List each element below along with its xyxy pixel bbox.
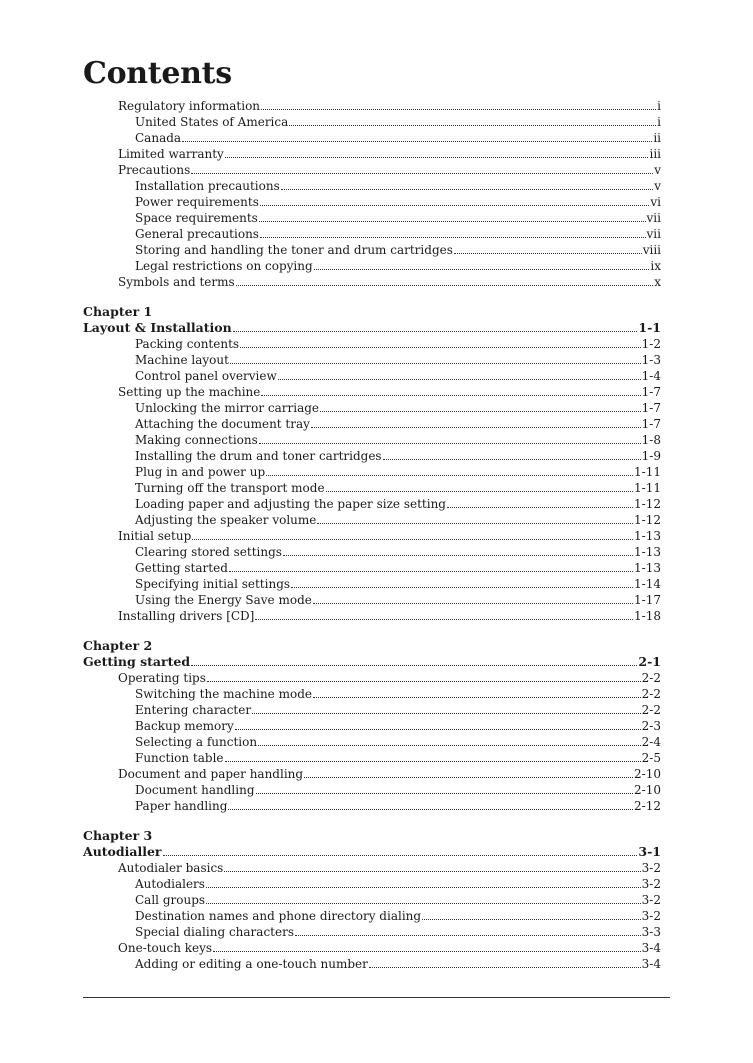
toc-entry-title: Paper handling [135, 799, 228, 813]
toc-entry-title: United States of America [135, 115, 289, 129]
dot-leader [206, 893, 641, 904]
toc-page-number: 3-2 [641, 909, 661, 923]
toc-entry-title: Operating tips [118, 671, 206, 685]
toc-entry-title: Machine layout [135, 353, 229, 367]
toc-entry-title: Attaching the document tray [135, 417, 310, 431]
dot-leader [229, 561, 633, 572]
toc-entry-title: Setting up the machine [118, 385, 261, 399]
toc-entry[interactable] [83, 146, 661, 162]
toc-entry[interactable] [83, 464, 661, 480]
chapters-list [83, 304, 661, 972]
toc-page-number: 1-7 [641, 417, 661, 431]
toc-entry[interactable] [83, 480, 661, 496]
toc-entry-title: Making connections [135, 433, 258, 447]
toc-page-number: 1-1 [638, 320, 661, 335]
dot-leader [235, 719, 641, 730]
dot-leader [261, 385, 640, 396]
toc-entry[interactable] [83, 368, 661, 384]
toc-page-number: 3-2 [641, 861, 661, 875]
toc-entry-title: Installing drivers [CD] [118, 609, 255, 623]
dot-leader [230, 353, 641, 364]
toc-page-number: 2-12 [634, 799, 661, 813]
toc-page-number: ix [650, 259, 661, 273]
chapter-section [83, 828, 661, 972]
footer-divider [83, 997, 670, 998]
toc-page-number: 2-2 [641, 671, 661, 685]
toc-entry-title: Installing the drum and toner cartridges [135, 449, 382, 463]
toc-page-number: 2-3 [641, 719, 661, 733]
contents-page [83, 56, 661, 972]
toc-entry[interactable] [83, 512, 661, 528]
dot-leader [304, 767, 633, 778]
dot-leader [260, 227, 646, 238]
toc-entry-title: Canada [135, 131, 182, 145]
toc-page-number: 1-2 [641, 337, 661, 351]
toc-entry-title: Regulatory information [118, 99, 261, 113]
toc-entry-title: Getting started [135, 561, 228, 575]
dot-leader [320, 401, 641, 412]
dot-leader [224, 861, 640, 872]
chapter-title-entry[interactable] [83, 844, 661, 860]
toc-page-number: 3-4 [641, 957, 661, 971]
dot-leader [207, 671, 641, 682]
toc-entry[interactable] [83, 352, 661, 368]
toc-page-number: viii [642, 243, 661, 257]
chapter-label: Chapter 3 [83, 828, 153, 843]
toc-entry[interactable] [83, 544, 661, 560]
toc-page-number: 1-8 [641, 433, 661, 447]
chapter-title-entry[interactable] [83, 654, 661, 670]
dot-leader [233, 321, 638, 332]
toc-entry[interactable] [83, 924, 661, 940]
toc-entry[interactable] [83, 210, 661, 226]
dot-leader [225, 147, 649, 158]
toc-entry[interactable] [83, 592, 661, 608]
dot-leader [311, 417, 641, 428]
toc-entry[interactable] [83, 400, 661, 416]
toc-entry[interactable] [83, 178, 661, 194]
toc-page-number: 1-7 [641, 385, 661, 399]
toc-entry[interactable] [83, 718, 661, 734]
dot-leader [182, 131, 652, 142]
toc-entry-title: General precautions [135, 227, 259, 241]
toc-page-number: 1-11 [634, 465, 661, 479]
dot-leader [314, 259, 650, 270]
toc-page-number: 1-18 [634, 609, 661, 623]
toc-entry-title: Autodialer basics [118, 861, 224, 875]
toc-entry[interactable] [83, 114, 661, 130]
toc-page-number: 2-2 [641, 703, 661, 717]
toc-entry[interactable] [83, 750, 661, 766]
dot-leader [225, 751, 641, 762]
dot-leader [326, 481, 633, 492]
toc-page-number: 1-3 [641, 353, 661, 367]
toc-entry[interactable] [83, 766, 661, 782]
chapter-title: Autodialler [83, 844, 162, 859]
toc-page-number: v [654, 179, 661, 193]
toc-page-number: x [654, 275, 661, 289]
toc-entry[interactable] [83, 798, 661, 814]
dot-leader [317, 513, 633, 524]
toc-page-number: 1-17 [634, 593, 661, 607]
toc-page-number: 2-5 [641, 751, 661, 765]
dot-leader [259, 211, 646, 222]
toc-entry-title: Adding or editing a one-touch number [135, 957, 368, 971]
dot-leader [206, 877, 641, 888]
toc-entry-title: Using the Energy Save mode [135, 593, 312, 607]
chapter-title-entry[interactable] [83, 320, 661, 336]
toc-entry[interactable] [83, 448, 661, 464]
toc-entry[interactable] [83, 908, 661, 924]
toc-entry-title: Clearing stored settings [135, 545, 282, 559]
toc-entry-title: Destination names and phone directory dialing [135, 909, 422, 923]
toc-entry-title: Entering character [135, 703, 252, 717]
toc-page-number: v [654, 163, 661, 177]
toc-page-number: 3-4 [641, 941, 661, 955]
dot-leader [191, 655, 637, 666]
toc-entry[interactable] [83, 702, 661, 718]
toc-entry[interactable] [83, 258, 661, 274]
toc-entry[interactable] [83, 98, 661, 114]
toc-page-number: 1-12 [634, 497, 661, 511]
dot-leader [192, 529, 633, 540]
toc-page-number: 2-2 [641, 687, 661, 701]
toc-page-number: vi [650, 195, 661, 209]
toc-entry-title: Special dialing characters [135, 925, 294, 939]
toc-entry[interactable] [83, 940, 661, 956]
chapter-title: Getting started [83, 654, 191, 669]
dot-leader [422, 909, 641, 920]
toc-entry[interactable] [83, 336, 661, 352]
toc-entry-title: Power requirements [135, 195, 259, 209]
dot-leader [313, 687, 641, 698]
toc-entry-title: Storing and handling the toner and drum cartridges [135, 243, 453, 257]
dot-leader [291, 577, 633, 588]
toc-entry[interactable] [83, 416, 661, 432]
toc-entry-title: Document and paper handling [118, 767, 304, 781]
dot-leader [256, 783, 634, 794]
dot-leader [163, 845, 638, 856]
dot-leader [454, 243, 642, 254]
toc-entry-title: Adjusting the speaker volume [135, 513, 317, 527]
toc-page-number: 3-3 [641, 925, 661, 939]
toc-page-number: 1-4 [641, 369, 661, 383]
page-title: Contents [83, 56, 232, 91]
toc-entry[interactable] [83, 242, 661, 258]
toc-entry[interactable] [83, 130, 661, 146]
toc-page-number: 1-14 [634, 577, 661, 591]
toc-entry-title: Packing contents [135, 337, 240, 351]
toc-entry[interactable] [83, 162, 661, 178]
toc-entry[interactable] [83, 384, 661, 400]
dot-leader [289, 115, 656, 126]
toc-entry[interactable] [83, 576, 661, 592]
dot-leader [191, 163, 653, 174]
toc-page-number: i [657, 99, 661, 113]
toc-page-number: 1-9 [641, 449, 661, 463]
toc-entry-title: Symbols and terms [118, 275, 235, 289]
chapter-title: Layout & Installation [83, 320, 232, 335]
dot-leader [369, 957, 641, 968]
toc-entry-title: Initial setup [118, 529, 192, 543]
chapter-section [83, 304, 661, 624]
dot-leader [447, 497, 633, 508]
toc-entry-title: Installation precautions [135, 179, 280, 193]
toc-entry[interactable] [83, 496, 661, 512]
chapter-label: Chapter 2 [83, 638, 153, 653]
dot-leader [252, 703, 641, 714]
toc-entry-title: Function table [135, 751, 224, 765]
dot-leader [240, 337, 641, 348]
toc-page-number: 1-7 [641, 401, 661, 415]
dot-leader [258, 735, 641, 746]
dot-leader [295, 925, 641, 936]
toc-page-number: 2-4 [641, 735, 661, 749]
toc-page-number: 2-10 [634, 783, 661, 797]
toc-entry-title: Loading paper and adjusting the paper size setting [135, 497, 446, 511]
toc-entry-title: Space requirements [135, 211, 258, 225]
toc-entry-title: Switching the machine mode [135, 687, 312, 701]
toc-entry[interactable] [83, 686, 661, 702]
dot-leader [266, 465, 633, 476]
dot-leader [283, 545, 633, 556]
toc-entry[interactable] [83, 226, 661, 242]
toc-page-number: iii [649, 147, 661, 161]
toc-entry-title: Document handling [135, 783, 255, 797]
toc-page-number: 1-12 [634, 513, 661, 527]
toc-entry-title: Turning off the transport mode [135, 481, 325, 495]
dot-leader [281, 179, 653, 190]
toc-page-number: ii [653, 131, 661, 145]
dot-leader [383, 449, 641, 460]
dot-leader [313, 593, 633, 604]
dot-leader [236, 275, 654, 286]
toc-entry-title: Backup memory [135, 719, 234, 733]
dot-leader [259, 433, 641, 444]
dot-leader [278, 369, 641, 380]
toc-page-number: 1-13 [634, 561, 661, 575]
toc-entry-title: Precautions [118, 163, 191, 177]
chapter-section [83, 638, 661, 814]
toc-entry-title: Legal restrictions on copying [135, 259, 313, 273]
toc-entry[interactable] [83, 528, 661, 544]
toc-entry[interactable] [83, 274, 661, 290]
toc-page-number: 3-1 [638, 844, 661, 859]
toc-entry-title: Autodialers [135, 877, 205, 891]
toc-entry[interactable] [83, 560, 661, 576]
toc-entry-title: One-touch keys [118, 941, 213, 955]
toc-entry[interactable] [83, 432, 661, 448]
toc-entry-title: Selecting a function [135, 735, 258, 749]
dot-leader [228, 799, 633, 810]
toc-entry[interactable] [83, 608, 661, 624]
toc-entry-title: Call groups [135, 893, 206, 907]
toc-entry[interactable] [83, 782, 661, 798]
toc-entry[interactable] [83, 876, 661, 892]
toc-entry[interactable] [83, 956, 661, 972]
toc-entry-title: Limited warranty [118, 147, 224, 161]
dot-leader [260, 195, 650, 206]
toc-entry[interactable] [83, 892, 661, 908]
toc-entry-title: Plug in and power up [135, 465, 266, 479]
toc-page-number: 3-2 [641, 877, 661, 891]
toc-page-number: 1-11 [634, 481, 661, 495]
toc-entry-title: Control panel overview [135, 369, 277, 383]
front-matter-list [83, 98, 661, 290]
toc-entry-title: Unlocking the mirror carriage [135, 401, 320, 415]
toc-page-number: 2-10 [634, 767, 661, 781]
toc-page-number: 3-2 [641, 893, 661, 907]
dot-leader [255, 609, 633, 620]
toc-entry[interactable] [83, 670, 661, 686]
toc-entry[interactable] [83, 860, 661, 876]
chapter-label: Chapter 1 [83, 304, 153, 319]
toc-entry[interactable] [83, 194, 661, 210]
toc-page-number: i [657, 115, 661, 129]
toc-page-number: vii [646, 227, 661, 241]
toc-entry-title: Specifying initial settings [135, 577, 291, 591]
toc-page-number: 2-1 [638, 654, 661, 669]
toc-page-number: 1-13 [634, 545, 661, 559]
toc-page-number: 1-13 [634, 529, 661, 543]
dot-leader [261, 99, 656, 110]
toc-page-number: vii [646, 211, 661, 225]
dot-leader [213, 941, 641, 952]
toc-entry[interactable] [83, 734, 661, 750]
